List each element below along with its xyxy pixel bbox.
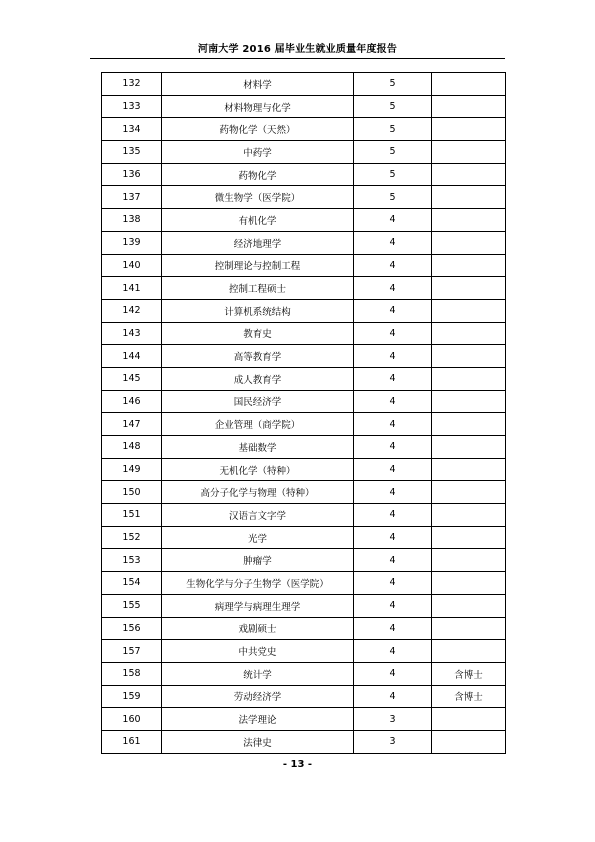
count-cell: 5 <box>354 141 432 164</box>
row-number-cell: 139 <box>102 231 162 254</box>
row-number-cell: 149 <box>102 458 162 481</box>
count-cell: 4 <box>354 685 432 708</box>
row-number-cell: 157 <box>102 640 162 663</box>
table-row <box>102 299 506 322</box>
note-cell <box>432 436 506 459</box>
note-cell <box>432 481 506 504</box>
major-name-cell: 教育史 <box>162 322 354 345</box>
note-cell <box>432 322 506 345</box>
table-row <box>102 617 506 640</box>
count-cell: 4 <box>354 390 432 413</box>
count-cell: 4 <box>354 277 432 300</box>
major-name-cell: 成人教育学 <box>162 367 354 390</box>
major-name-cell: 材料物理与化学 <box>162 95 354 118</box>
row-number-cell: 134 <box>102 118 162 141</box>
count-cell: 5 <box>354 163 432 186</box>
table-row <box>102 118 506 141</box>
count-cell: 4 <box>354 367 432 390</box>
table-row <box>102 594 506 617</box>
major-name-cell: 基础数学 <box>162 436 354 459</box>
row-number-cell: 155 <box>102 594 162 617</box>
row-number-cell: 144 <box>102 345 162 368</box>
count-cell: 4 <box>354 594 432 617</box>
major-name-cell: 无机化学（特种） <box>162 458 354 481</box>
note-cell <box>432 209 506 232</box>
row-number-cell: 141 <box>102 277 162 300</box>
table-row <box>102 413 506 436</box>
major-name-cell: 高等教育学 <box>162 345 354 368</box>
row-number-cell: 151 <box>102 504 162 527</box>
row-number-cell: 135 <box>102 141 162 164</box>
note-cell <box>432 277 506 300</box>
count-cell: 4 <box>354 526 432 549</box>
table-row <box>102 322 506 345</box>
table-row <box>102 685 506 708</box>
major-name-cell: 微生物学（医学院） <box>162 186 354 209</box>
note-cell <box>432 549 506 572</box>
count-cell: 4 <box>354 345 432 368</box>
row-number-cell: 150 <box>102 481 162 504</box>
major-name-cell: 生物化学与分子生物学（医学院） <box>162 572 354 595</box>
table-row <box>102 708 506 731</box>
row-number-cell: 153 <box>102 549 162 572</box>
count-cell: 4 <box>354 504 432 527</box>
major-name-cell: 经济地理学 <box>162 231 354 254</box>
table-row <box>102 458 506 481</box>
header-divider <box>90 58 505 59</box>
row-number-cell: 133 <box>102 95 162 118</box>
count-cell: 4 <box>354 458 432 481</box>
major-name-cell: 光学 <box>162 526 354 549</box>
row-number-cell: 143 <box>102 322 162 345</box>
count-cell: 4 <box>354 299 432 322</box>
table-row <box>102 231 506 254</box>
major-name-cell: 劳动经济学 <box>162 685 354 708</box>
major-name-cell: 病理学与病理生理学 <box>162 594 354 617</box>
count-cell: 4 <box>354 413 432 436</box>
note-cell <box>432 163 506 186</box>
note-cell <box>432 458 506 481</box>
table-row <box>102 436 506 459</box>
table-row <box>102 73 506 96</box>
major-name-cell: 控制工程硕士 <box>162 277 354 300</box>
note-cell <box>432 345 506 368</box>
row-number-cell: 161 <box>102 730 162 753</box>
major-name-cell: 中共党史 <box>162 640 354 663</box>
count-cell: 5 <box>354 118 432 141</box>
major-name-cell: 药物化学 <box>162 163 354 186</box>
count-cell: 5 <box>354 186 432 209</box>
note-cell <box>432 617 506 640</box>
major-name-cell: 材料学 <box>162 73 354 96</box>
count-cell: 4 <box>354 209 432 232</box>
table-row <box>102 95 506 118</box>
table-row <box>102 209 506 232</box>
major-name-cell: 戏剧硕士 <box>162 617 354 640</box>
row-number-cell: 137 <box>102 186 162 209</box>
page-header: 河南大学 2016 届毕业生就业质量年度报告 <box>197 44 398 55</box>
note-cell <box>432 572 506 595</box>
major-name-cell: 有机化学 <box>162 209 354 232</box>
row-number-cell: 152 <box>102 526 162 549</box>
note-cell <box>432 730 506 753</box>
row-number-cell: 132 <box>102 73 162 96</box>
major-name-cell: 统计学 <box>162 662 354 685</box>
row-number-cell: 148 <box>102 436 162 459</box>
table-row <box>102 640 506 663</box>
table-row <box>102 254 506 277</box>
note-cell <box>432 526 506 549</box>
count-cell: 3 <box>354 730 432 753</box>
note-cell <box>432 141 506 164</box>
count-cell: 4 <box>354 481 432 504</box>
page-number: - 13 - <box>282 759 313 770</box>
note-cell: 含博士 <box>432 662 506 685</box>
row-number-cell: 140 <box>102 254 162 277</box>
major-name-cell: 高分子化学与物理（特种） <box>162 481 354 504</box>
count-cell: 3 <box>354 708 432 731</box>
table-row <box>102 549 506 572</box>
note-cell <box>432 640 506 663</box>
table-row <box>102 367 506 390</box>
major-name-cell: 控制理论与控制工程 <box>162 254 354 277</box>
table-row <box>102 481 506 504</box>
note-cell <box>432 367 506 390</box>
table-row <box>102 526 506 549</box>
note-cell <box>432 390 506 413</box>
row-number-cell: 136 <box>102 163 162 186</box>
row-number-cell: 142 <box>102 299 162 322</box>
note-cell <box>432 504 506 527</box>
major-name-cell: 法学理论 <box>162 708 354 731</box>
count-cell: 4 <box>354 322 432 345</box>
count-cell: 4 <box>354 617 432 640</box>
row-number-cell: 154 <box>102 572 162 595</box>
table-row <box>102 504 506 527</box>
table-row <box>102 730 506 753</box>
major-name-cell: 肿瘤学 <box>162 549 354 572</box>
major-name-cell: 企业管理（商学院） <box>162 413 354 436</box>
row-number-cell: 159 <box>102 685 162 708</box>
table-row <box>102 186 506 209</box>
row-number-cell: 146 <box>102 390 162 413</box>
table-row <box>102 662 506 685</box>
table-row <box>102 345 506 368</box>
count-cell: 4 <box>354 254 432 277</box>
major-name-cell: 中药学 <box>162 141 354 164</box>
note-cell <box>432 594 506 617</box>
note-cell <box>432 186 506 209</box>
table-row <box>102 163 506 186</box>
row-number-cell: 147 <box>102 413 162 436</box>
table-row <box>102 277 506 300</box>
count-cell: 5 <box>354 73 432 96</box>
major-name-cell: 法律史 <box>162 730 354 753</box>
major-name-cell: 国民经济学 <box>162 390 354 413</box>
count-cell: 4 <box>354 662 432 685</box>
row-number-cell: 145 <box>102 367 162 390</box>
count-cell: 4 <box>354 572 432 595</box>
row-number-cell: 160 <box>102 708 162 731</box>
major-name-cell: 汉语言文字学 <box>162 504 354 527</box>
count-cell: 4 <box>354 549 432 572</box>
note-cell <box>432 95 506 118</box>
row-number-cell: 158 <box>102 662 162 685</box>
count-cell: 4 <box>354 436 432 459</box>
table-row <box>102 141 506 164</box>
row-number-cell: 138 <box>102 209 162 232</box>
note-cell <box>432 118 506 141</box>
count-cell: 4 <box>354 231 432 254</box>
major-employment-table <box>101 72 506 754</box>
note-cell <box>432 708 506 731</box>
table-row <box>102 390 506 413</box>
note-cell <box>432 254 506 277</box>
note-cell <box>432 73 506 96</box>
note-cell <box>432 299 506 322</box>
table-row <box>102 572 506 595</box>
note-cell <box>432 231 506 254</box>
major-name-cell: 计算机系统结构 <box>162 299 354 322</box>
count-cell: 4 <box>354 640 432 663</box>
major-name-cell: 药物化学（天然） <box>162 118 354 141</box>
note-cell <box>432 413 506 436</box>
table-body <box>102 73 506 754</box>
note-cell: 含博士 <box>432 685 506 708</box>
count-cell: 5 <box>354 95 432 118</box>
row-number-cell: 156 <box>102 617 162 640</box>
